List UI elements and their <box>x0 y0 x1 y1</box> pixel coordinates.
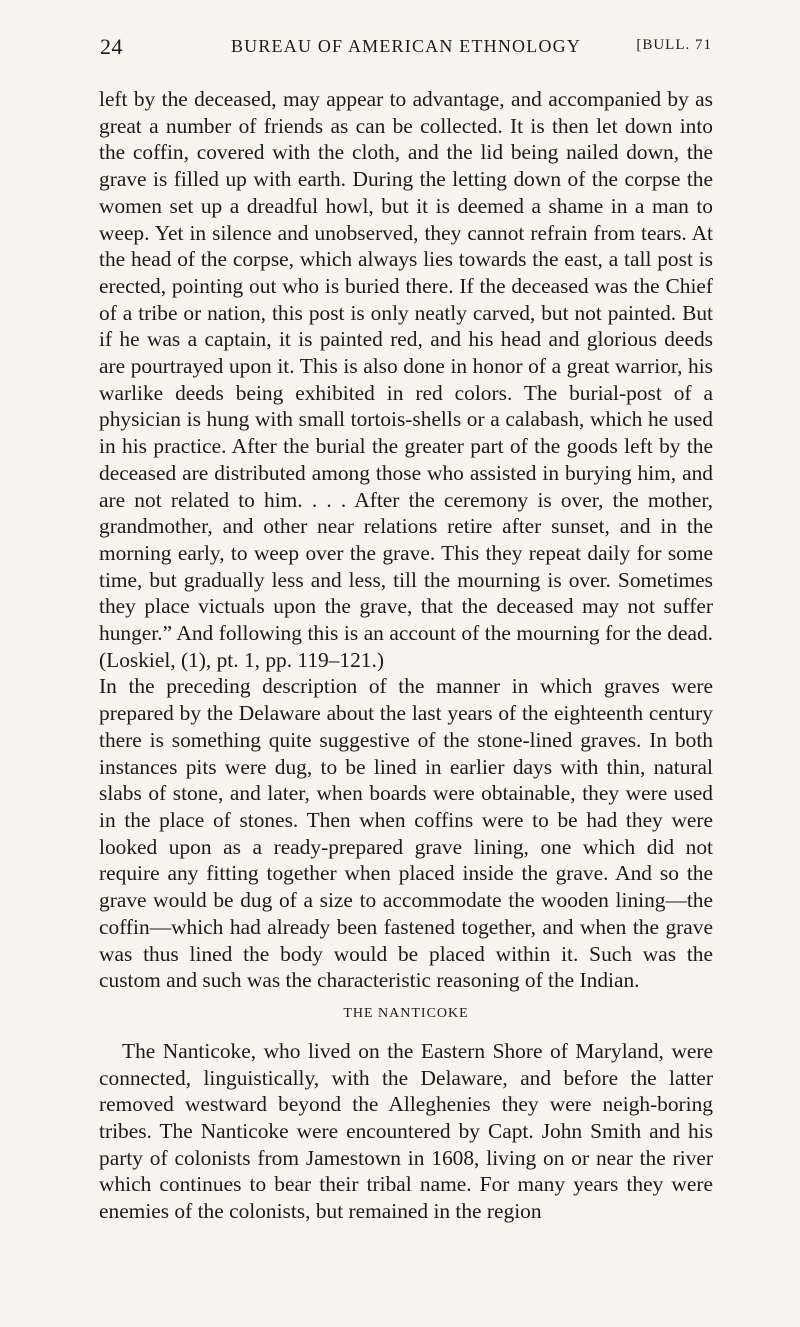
page-number: 24 <box>100 34 123 59</box>
paragraph-1: left by the deceased, may appear to advantage, and accompanied by as great a number of friends as can be collected. It is then let down into the coffin, covered with the cloth, and the lid being nailed down, the grave is filled up with earth. During the letting down of the corpse the women set up a dreadful howl, but it is deemed a shame in a man to weep. Yet in silence and unobserved, they cannot refrain from tears. At the head of the corpse, which always lies towards the east, a tall post is erected, pointing out who is buried there. If the deceased was the Chief of a tribe or nation, this post is only neatly carved, but not painted. But if he was a captain, it is painted red, and his head and glorious deeds are pourtrayed upon it. This is also done in honor of a great warrior, his warlike deeds being exhibited in red colors. The burial-post of a physician is hung with small tortois-shells or a calabash, which he used in his practice. After the burial the greater part of the goods left by the deceased are distributed among those who assisted in burying him, and are not related to him. . . . After the ceremony is over, the mother, grandmother, and other near relations retire after sunset, and in the morning early, to weep over the grave. This they repeat daily for some time, but gradually less and less, till the mourning is over. Sometimes they place victuals upon the grave, that the deceased may not suffer hunger.” And following this is an account of the mourning for the dead. (Loskiel, (1), pt. 1, pp. 119–121.) <box>99 87 713 672</box>
body-text <box>99 86 713 1225</box>
bulletin-label: [BULL. 71 <box>636 37 712 53</box>
paragraph-3: The Nanticoke, who lived on the Eastern Shore of Maryland, were connected, linguistically, with the Delaware, and before the latter removed westward beyond the Alleghenies they were neigh-boring tribes. The Nanticoke were encountered by Capt. John Smith and his party of colonists from Jamestown in 1608, living on or near the river which continues to bear their tribal name. For many years they were enemies of the colonists, but remained in the region <box>99 1038 713 1224</box>
section-heading: THE NANTICOKE <box>343 1005 469 1021</box>
running-header <box>100 34 712 60</box>
paragraph-2: In the preceding description of the manner in which graves were prepared by the Delaware about the last years of the eighteenth century there is something quite suggestive of the stone-lined graves. In both instances pits were dug, to be lined in earlier days with thin, natural slabs of stone, and later, when boards were obtainable, they were used in the place of stones. Then when coffins were to be had they were looked upon as a ready-prepared grave lining, one which did not require any fitting together when placed inside the grave. And so the grave would be dug of a size to accommodate the wooden lining—the coffin—which had already been fastened together, and when the grave was thus lined the body would be placed within it. Such was the custom and such was the characteristic reasoning of the Indian. <box>99 674 713 993</box>
running-title: BUREAU OF AMERICAN ETHNOLOGY <box>230 36 582 56</box>
